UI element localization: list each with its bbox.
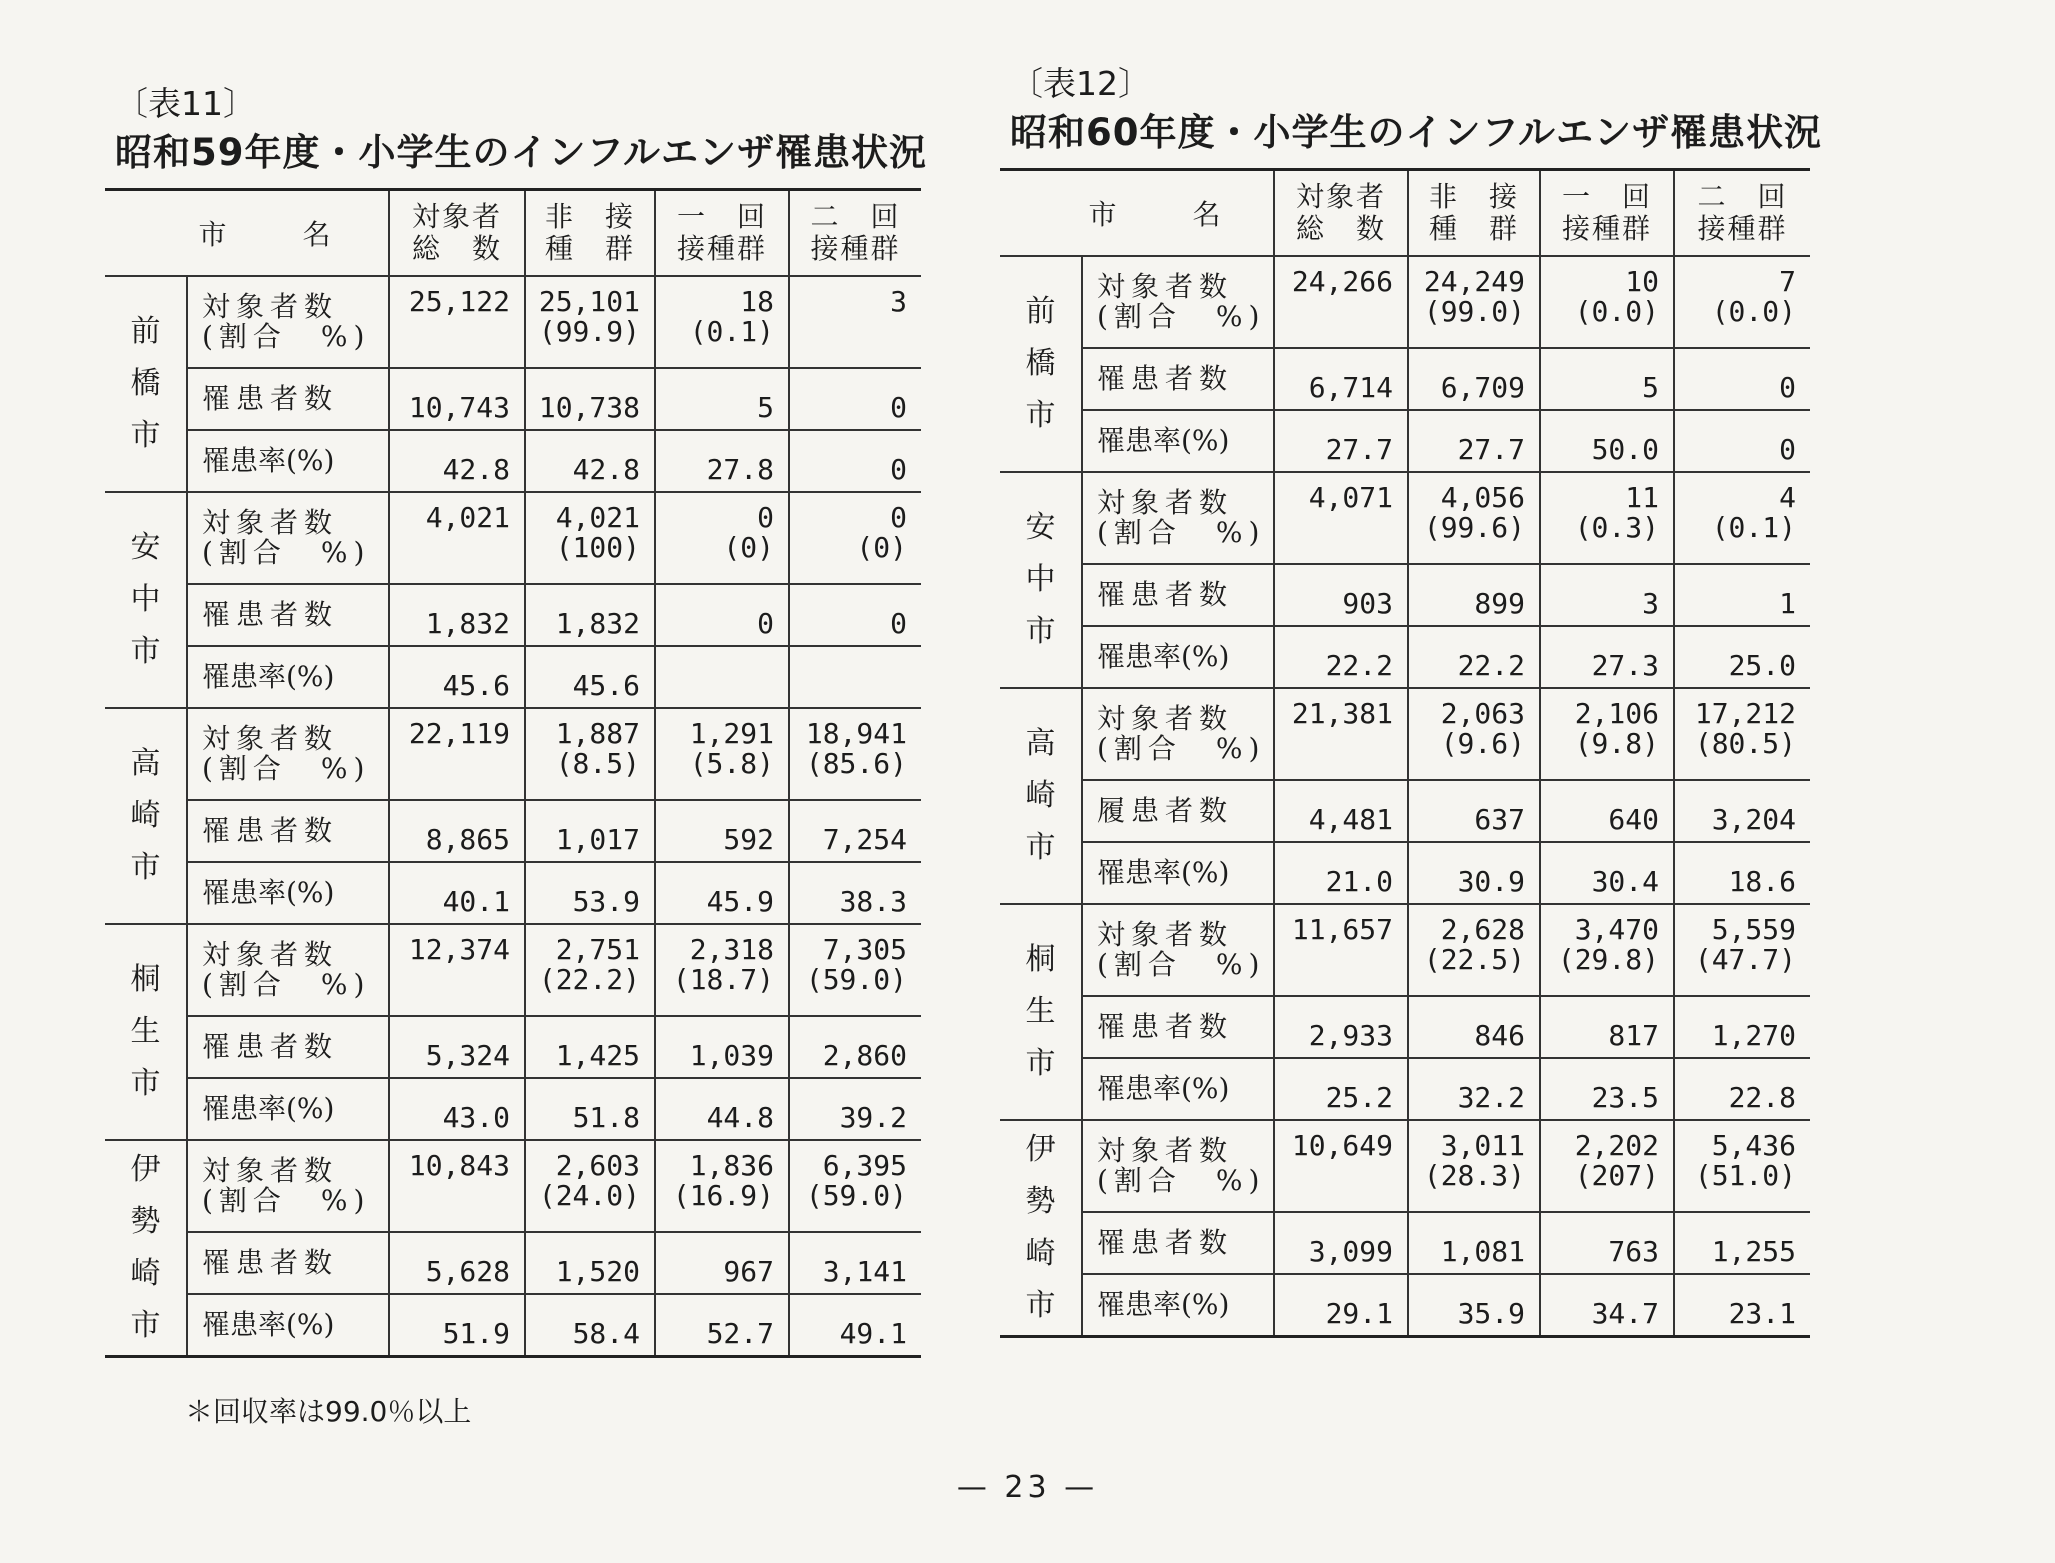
row-label: 罹患者数	[187, 584, 389, 646]
city-name: 桐 生 市	[105, 924, 187, 1140]
value-cell: 1,520	[525, 1232, 655, 1294]
header-name-label: 名	[302, 218, 331, 251]
value-cell: 2,603 (24.0)	[525, 1140, 655, 1232]
value-cell: 22.8	[1674, 1058, 1810, 1120]
row-label: 対象者数 (割合 %)	[1082, 688, 1274, 780]
table-row	[1000, 1274, 1810, 1337]
value-cell: 3	[1540, 564, 1674, 626]
value-cell: 27.3	[1540, 626, 1674, 688]
table-row	[1000, 996, 1810, 1058]
value-cell: 763	[1540, 1212, 1674, 1274]
value-cell: 4,481	[1274, 780, 1408, 842]
value-cell: 637	[1408, 780, 1540, 842]
value-cell: 0	[789, 584, 921, 646]
header-col2: 非 接 種 群	[1408, 170, 1540, 257]
table-row	[1000, 1120, 1810, 1212]
value-cell: 1,425	[525, 1016, 655, 1078]
table-row	[1000, 626, 1810, 688]
table11	[105, 188, 921, 1358]
table-row	[105, 924, 921, 1016]
value-cell: 6,395 (59.0)	[789, 1140, 921, 1232]
value-cell: 3,470 (29.8)	[1540, 904, 1674, 996]
row-label: 対象者数 (割合 %)	[187, 924, 389, 1016]
row-label: 対象者数 (割合 %)	[1082, 472, 1274, 564]
city-name: 前 橋 市	[105, 276, 187, 492]
header-city-label: 市	[1088, 198, 1117, 231]
value-cell	[789, 646, 921, 708]
value-cell: 42.8	[389, 430, 525, 492]
value-cell: 30.9	[1408, 842, 1540, 904]
value-cell: 25.2	[1274, 1058, 1408, 1120]
value-cell: 0 (0)	[655, 492, 789, 584]
value-cell: 2,628 (22.5)	[1408, 904, 1540, 996]
row-label: 罹患者数	[1082, 1212, 1274, 1274]
value-cell: 29.1	[1274, 1274, 1408, 1337]
value-cell: 49.1	[789, 1294, 921, 1357]
value-cell: 10,843	[389, 1140, 525, 1232]
table-row	[1000, 904, 1810, 996]
value-cell: 5,324	[389, 1016, 525, 1078]
value-cell: 45.9	[655, 862, 789, 924]
value-cell: 22.2	[1408, 626, 1540, 688]
value-cell: 18,941 (85.6)	[789, 708, 921, 800]
table-row	[1000, 256, 1810, 348]
row-label: 対象者数 (割合 %)	[187, 708, 389, 800]
value-cell: 52.7	[655, 1294, 789, 1357]
value-cell: 53.9	[525, 862, 655, 924]
value-cell: 1,832	[389, 584, 525, 646]
page-number: — 23 —	[956, 1470, 1099, 1505]
value-cell: 11 (0.3)	[1540, 472, 1674, 564]
row-label: 罹患者数	[187, 800, 389, 862]
value-cell: 4,056 (99.6)	[1408, 472, 1540, 564]
value-cell: 4,071	[1274, 472, 1408, 564]
row-label: 罹患率(%)	[1082, 842, 1274, 904]
value-cell: 3,099	[1274, 1212, 1408, 1274]
value-cell: 1,017	[525, 800, 655, 862]
table-row	[1000, 564, 1810, 626]
value-cell: 51.9	[389, 1294, 525, 1357]
table-row	[1000, 348, 1810, 410]
table-row	[1000, 688, 1810, 780]
value-cell: 42.8	[525, 430, 655, 492]
table12	[1000, 168, 1810, 1338]
value-cell: 967	[655, 1232, 789, 1294]
value-cell: 2,860	[789, 1016, 921, 1078]
table-row	[105, 646, 921, 708]
value-cell: 35.9	[1408, 1274, 1540, 1337]
value-cell: 0	[789, 368, 921, 430]
value-cell: 2,202 (207)	[1540, 1120, 1674, 1212]
value-cell: 10,738	[525, 368, 655, 430]
value-cell: 5,436 (51.0)	[1674, 1120, 1810, 1212]
row-label: 対象者数 (割合 %)	[1082, 904, 1274, 996]
table12-label: 〔表12〕	[1010, 64, 1151, 103]
value-cell: 8,865	[389, 800, 525, 862]
value-cell: 0	[1674, 410, 1810, 472]
value-cell: 1,836 (16.9)	[655, 1140, 789, 1232]
header-col1: 対象者 総 数	[389, 190, 525, 277]
table-row	[105, 492, 921, 584]
table12-title: 昭和60年度・小学生のインフルエンザ罹患状況	[1010, 111, 1823, 154]
city-name: 前 橋 市	[1000, 256, 1082, 472]
value-cell	[655, 646, 789, 708]
value-cell: 1,081	[1408, 1212, 1540, 1274]
value-cell: 4 (0.1)	[1674, 472, 1810, 564]
value-cell: 4,021	[389, 492, 525, 584]
table-row	[1000, 1212, 1810, 1274]
row-label: 対象者数 (割合 %)	[187, 492, 389, 584]
value-cell: 1,270	[1674, 996, 1810, 1058]
value-cell: 2,933	[1274, 996, 1408, 1058]
header-city-label: 市	[198, 218, 227, 251]
header-col3: 一 回 接種群	[1540, 170, 1674, 257]
value-cell: 10 (0.0)	[1540, 256, 1674, 348]
row-label: 罹患者数	[1082, 348, 1274, 410]
value-cell: 45.6	[525, 646, 655, 708]
value-cell: 21,381	[1274, 688, 1408, 780]
value-cell: 18 (0.1)	[655, 276, 789, 368]
value-cell: 25,122	[389, 276, 525, 368]
table-row	[105, 276, 921, 368]
value-cell: 34.7	[1540, 1274, 1674, 1337]
value-cell: 24,249 (99.0)	[1408, 256, 1540, 348]
city-name: 伊 勢 崎 市	[105, 1140, 187, 1357]
table-row	[1000, 1058, 1810, 1120]
value-cell: 23.5	[1540, 1058, 1674, 1120]
value-cell: 846	[1408, 996, 1540, 1058]
header-col4: 二 回 接種群	[789, 190, 921, 277]
value-cell: 0	[655, 584, 789, 646]
value-cell: 5,628	[389, 1232, 525, 1294]
value-cell: 25.0	[1674, 626, 1810, 688]
value-cell: 17,212 (80.5)	[1674, 688, 1810, 780]
row-label: 罹患者数	[187, 1016, 389, 1078]
value-cell: 3	[789, 276, 921, 368]
value-cell: 1,255	[1674, 1212, 1810, 1274]
value-cell: 27.7	[1408, 410, 1540, 472]
header-col3: 一 回 接種群	[655, 190, 789, 277]
header-city-name	[1000, 170, 1274, 257]
table-row	[105, 1140, 921, 1232]
value-cell: 903	[1274, 564, 1408, 626]
row-label: 対象者数 (割合 %)	[187, 1140, 389, 1232]
value-cell: 5,559 (47.7)	[1674, 904, 1810, 996]
row-label: 罹患者数	[187, 1232, 389, 1294]
table-row	[1000, 842, 1810, 904]
row-label: 罹患率(%)	[187, 862, 389, 924]
value-cell: 3,011 (28.3)	[1408, 1120, 1540, 1212]
value-cell: 11,657	[1274, 904, 1408, 996]
value-cell: 7,305 (59.0)	[789, 924, 921, 1016]
header-city-name	[105, 190, 389, 277]
header-col4: 二 回 接種群	[1674, 170, 1810, 257]
value-cell: 39.2	[789, 1078, 921, 1140]
value-cell: 45.6	[389, 646, 525, 708]
value-cell: 25,101 (99.9)	[525, 276, 655, 368]
value-cell: 899	[1408, 564, 1540, 626]
value-cell: 4,021 (100)	[525, 492, 655, 584]
value-cell: 12,374	[389, 924, 525, 1016]
value-cell: 1	[1674, 564, 1810, 626]
value-cell: 817	[1540, 996, 1674, 1058]
value-cell: 1,887 (8.5)	[525, 708, 655, 800]
value-cell: 10,649	[1274, 1120, 1408, 1212]
header-col2: 非 接 種 群	[525, 190, 655, 277]
value-cell: 640	[1540, 780, 1674, 842]
value-cell: 2,751 (22.2)	[525, 924, 655, 1016]
value-cell: 51.8	[525, 1078, 655, 1140]
value-cell: 22.2	[1274, 626, 1408, 688]
row-label: 罹患者数	[1082, 564, 1274, 626]
value-cell: 2,063 (9.6)	[1408, 688, 1540, 780]
table11-title: 昭和59年度・小学生のインフルエンザ罹患状況	[115, 131, 928, 174]
table-row	[105, 1078, 921, 1140]
value-cell: 30.4	[1540, 842, 1674, 904]
row-label: 対象者数 (割合 %)	[187, 276, 389, 368]
header-name-label: 名	[1192, 198, 1221, 231]
value-cell: 6,714	[1274, 348, 1408, 410]
value-cell: 7,254	[789, 800, 921, 862]
row-label: 罹患者数	[187, 368, 389, 430]
row-label: 罹患者数	[1082, 996, 1274, 1058]
value-cell: 1,291 (5.8)	[655, 708, 789, 800]
value-cell: 5	[1540, 348, 1674, 410]
row-label: 対象者数 (割合 %)	[1082, 1120, 1274, 1212]
table-row	[105, 1232, 921, 1294]
row-label: 罹患率(%)	[1082, 410, 1274, 472]
row-label: 罹患率(%)	[187, 1078, 389, 1140]
table-row	[105, 1016, 921, 1078]
value-cell: 38.3	[789, 862, 921, 924]
value-cell: 5	[655, 368, 789, 430]
value-cell: 0	[789, 430, 921, 492]
value-cell: 2,318 (18.7)	[655, 924, 789, 1016]
table-row	[105, 584, 921, 646]
value-cell: 24,266	[1274, 256, 1408, 348]
footnote: ＊回収率は99.0％以上	[185, 1395, 472, 1428]
value-cell: 6,709	[1408, 348, 1540, 410]
table-row	[1000, 410, 1810, 472]
value-cell: 1,039	[655, 1016, 789, 1078]
table11-block	[105, 82, 928, 1358]
row-label: 罹患率(%)	[1082, 1058, 1274, 1120]
header-col1: 対象者 総 数	[1274, 170, 1408, 257]
value-cell: 21.0	[1274, 842, 1408, 904]
value-cell: 592	[655, 800, 789, 862]
value-cell: 3,141	[789, 1232, 921, 1294]
table-row	[105, 368, 921, 430]
value-cell: 58.4	[525, 1294, 655, 1357]
value-cell: 27.7	[1274, 410, 1408, 472]
row-label: 対象者数 (割合 %)	[1082, 256, 1274, 348]
table-row	[105, 862, 921, 924]
value-cell: 32.2	[1408, 1058, 1540, 1120]
value-cell: 44.8	[655, 1078, 789, 1140]
table-row	[105, 430, 921, 492]
value-cell: 40.1	[389, 862, 525, 924]
value-cell: 7 (0.0)	[1674, 256, 1810, 348]
row-label: 罹患率(%)	[187, 430, 389, 492]
table-row	[105, 708, 921, 800]
city-name: 高 崎 市	[1000, 688, 1082, 904]
value-cell: 10,743	[389, 368, 525, 430]
city-name: 安 中 市	[105, 492, 187, 708]
row-label: 罹患率(%)	[1082, 1274, 1274, 1337]
city-name: 桐 生 市	[1000, 904, 1082, 1120]
value-cell: 3,204	[1674, 780, 1810, 842]
table-row	[1000, 780, 1810, 842]
row-label: 罹患率(%)	[187, 1294, 389, 1357]
value-cell: 1,832	[525, 584, 655, 646]
value-cell: 43.0	[389, 1078, 525, 1140]
city-name: 安 中 市	[1000, 472, 1082, 688]
value-cell: 18.6	[1674, 842, 1810, 904]
table12-block	[1000, 62, 1823, 1338]
value-cell: 23.1	[1674, 1274, 1810, 1337]
city-name: 高 崎 市	[105, 708, 187, 924]
value-cell: 0 (0)	[789, 492, 921, 584]
value-cell: 27.8	[655, 430, 789, 492]
row-label: 罹患率(%)	[187, 646, 389, 708]
row-label: 罹患率(%)	[1082, 626, 1274, 688]
value-cell: 22,119	[389, 708, 525, 800]
value-cell: 50.0	[1540, 410, 1674, 472]
table-row	[105, 1294, 921, 1357]
table11-label: 〔表11〕	[115, 84, 256, 123]
value-cell: 0	[1674, 348, 1810, 410]
value-cell: 2,106 (9.8)	[1540, 688, 1674, 780]
city-name: 伊 勢 崎 市	[1000, 1120, 1082, 1337]
row-label: 履患者数	[1082, 780, 1274, 842]
table-row	[1000, 472, 1810, 564]
table-row	[105, 800, 921, 862]
